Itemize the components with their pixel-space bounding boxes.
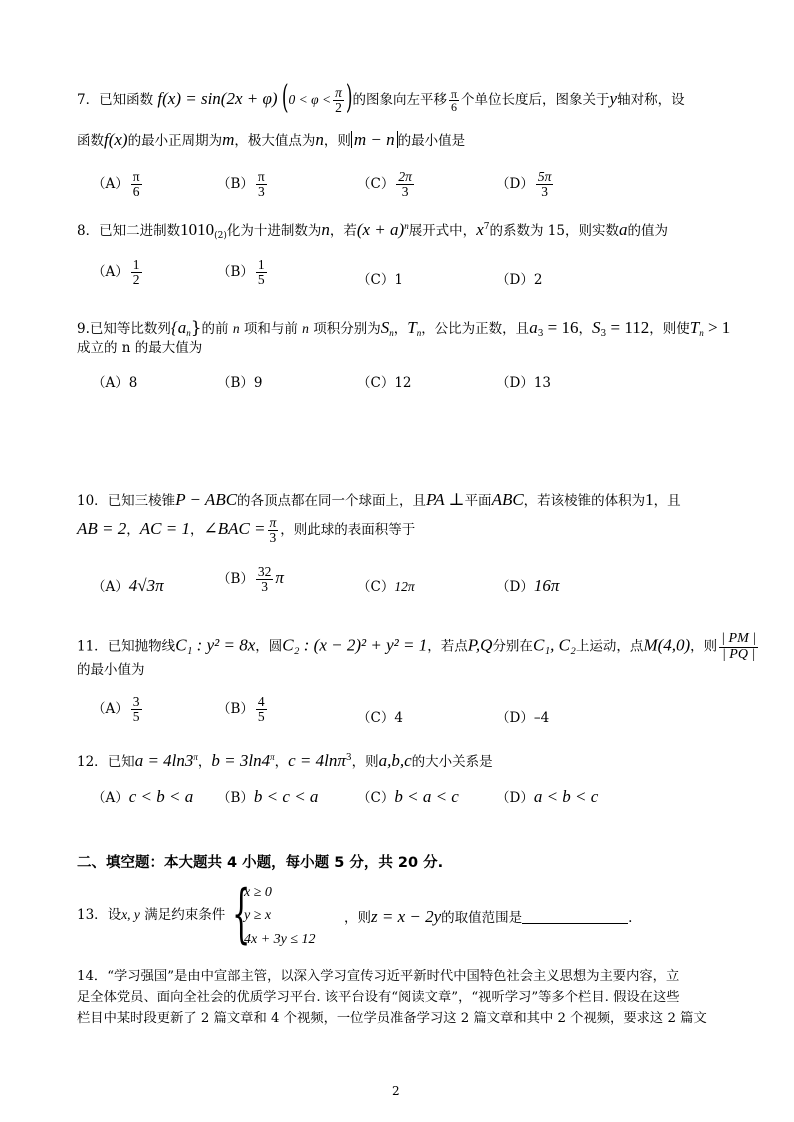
- q11-line2: 的最小值为: [77, 662, 145, 678]
- q7-cond-fraction: $\frac{\pi}{2}$: [335, 85, 342, 116]
- q10-option-b[interactable]: （B） $\frac{32}{3}$ π: [217, 564, 284, 595]
- q11-option-d[interactable]: （D）–4: [496, 710, 550, 726]
- q7-number: 7．: [77, 92, 100, 109]
- q8-option-c[interactable]: （C）1: [357, 272, 403, 288]
- q7-shift-fraction: $\frac{\pi}{6}$: [450, 86, 458, 115]
- q7-option-d[interactable]: （D） $\frac{5\pi}{3}$: [496, 169, 552, 200]
- q9-option-d[interactable]: （D）13: [496, 375, 552, 391]
- q13-constraint-brace: {: [232, 877, 251, 951]
- q10-line1: 10．已知三棱锥P − ABC的各顶点都在同一个球面上，且PA ⊥平面ABC，若该棱锥的体积为1，且: [77, 490, 681, 509]
- q13-tail: ，则z = x − 2y的取值范围是 .: [344, 907, 633, 926]
- q8-line1: 8．已知二进制数$1010_{(2)}$化为十进制数为n，若$(x + a)^n$展开式中，$x^7$的系数为 15，则实数a的值为: [77, 220, 668, 241]
- section-title-fill-in: 二、填空题：本大题共 4 小题，每小题 5 分，共 20 分.: [77, 855, 444, 871]
- q12-option-d[interactable]: （D）a < b < c: [496, 787, 599, 806]
- q12-option-a[interactable]: （A）c < b < a: [92, 787, 194, 806]
- q9-line2: 成立的 n 的最大值为: [77, 340, 203, 356]
- q8-option-a[interactable]: （A） $\frac{1}{2}$: [92, 257, 140, 288]
- q12-number: 12．: [77, 754, 108, 770]
- q11-number: 11．: [77, 638, 108, 655]
- q14-text: 14．“学习强国”是由中宣部主管，以深入学习宣传习近平新时代中国特色社会主义思想为主要内容，立 足全体党员、面向全社会的优质学习平台. 该平台设有“阅读文章”，“视听学习”等多个栏目. 假设在这些 栏目中某时段更新了 2 篇文章和 4 个视频，一位学员准备学习这 2 篇文章和其中 2 个视频，要求这 2 篇文: [77, 969, 707, 1026]
- q11-option-b[interactable]: （B） $\frac{4}{5}$: [217, 694, 265, 725]
- q9-option-b[interactable]: （B）9: [217, 375, 263, 391]
- q7-function: f(x) = sin(2x + φ): [157, 89, 278, 109]
- q9-number: 9.: [77, 321, 90, 337]
- q11-option-a[interactable]: （A） $\frac{3}{5}$: [92, 694, 140, 725]
- q12-option-b[interactable]: （B）b < c < a: [217, 787, 319, 806]
- q13-constraint-2: y ≥ x: [244, 908, 272, 923]
- q7-line2: 函数f(x)的最小正周期为m，极大值点为n，则 m − n 的最小值是: [77, 130, 466, 149]
- q9-option-c[interactable]: （C）12: [357, 375, 412, 391]
- q8-option-d[interactable]: （D）2: [496, 272, 543, 288]
- q7-option-b[interactable]: （B） $\frac{\pi}{3}$: [217, 169, 265, 200]
- q8-number: 8．: [77, 223, 100, 239]
- q13-line: 13．设x, y 满足约束条件: [77, 907, 226, 923]
- q7-abs-expression: m − n: [351, 131, 398, 148]
- q12-option-c[interactable]: （C）b < a < c: [357, 787, 459, 806]
- q10-number: 10．: [77, 493, 108, 509]
- q10-option-c[interactable]: （C）12π: [357, 579, 415, 595]
- q7-option-c[interactable]: （C） $\frac{2\pi}{3}$: [357, 169, 412, 200]
- q9-option-a[interactable]: （A）8: [92, 375, 138, 391]
- q11-option-c[interactable]: （C）4: [357, 710, 403, 726]
- q8-option-b[interactable]: （B） $\frac{1}{5}$: [217, 257, 265, 288]
- q9-line1: 9.已知等比数列$\{a_n\}$的前 n 项和与前 n 项积分别为$S_n$，$T_n$，公比为正数，且$a_3 = 16$，$S_3 = 112$，则使$T_n > 1$: [77, 318, 731, 339]
- q10-option-d[interactable]: （D）16π: [496, 576, 560, 595]
- q13-constraint-1: x ≥ 0: [244, 885, 272, 900]
- q10-line2: AB = 2，AC = 1，∠BAC = $\frac{\pi}{3}$ ，则此球的表面积等于: [77, 515, 416, 546]
- q7-line1: 7．已知函数 f(x) = sin(2x + φ) (0 < φ < $\frac{\pi}{2}$ )的图象向左平移 $\frac{\pi}{6}$ 个单位长度后，图象关于y轴对称，设: [77, 79, 685, 118]
- q13-answer-blank[interactable]: [522, 909, 628, 924]
- q7-option-a[interactable]: （A） $\frac{\pi}{6}$: [92, 169, 140, 200]
- q13-number: 13．: [77, 907, 108, 923]
- q13-constraint-3: 4x + 3y ≤ 12: [244, 932, 316, 947]
- q11-line1: 11．已知抛物线C₁ : y² = 8x，圆C₂ : (x − 2)² + y² = 1，若点P,Q分别在C₁, C₂上运动，点M(4,0)，则 $\frac{| PM |}{| PQ |}$: [77, 631, 757, 662]
- page-number: 2: [392, 1084, 400, 1098]
- q10-option-a[interactable]: （A）4√3π: [92, 576, 164, 595]
- q12-line1: 12．已知$a = 4\ln 3^\pi$，$b = 3\ln 4^\pi$，c = 4lnπ$^3$，则a,b,c的大小关系是: [77, 751, 493, 770]
